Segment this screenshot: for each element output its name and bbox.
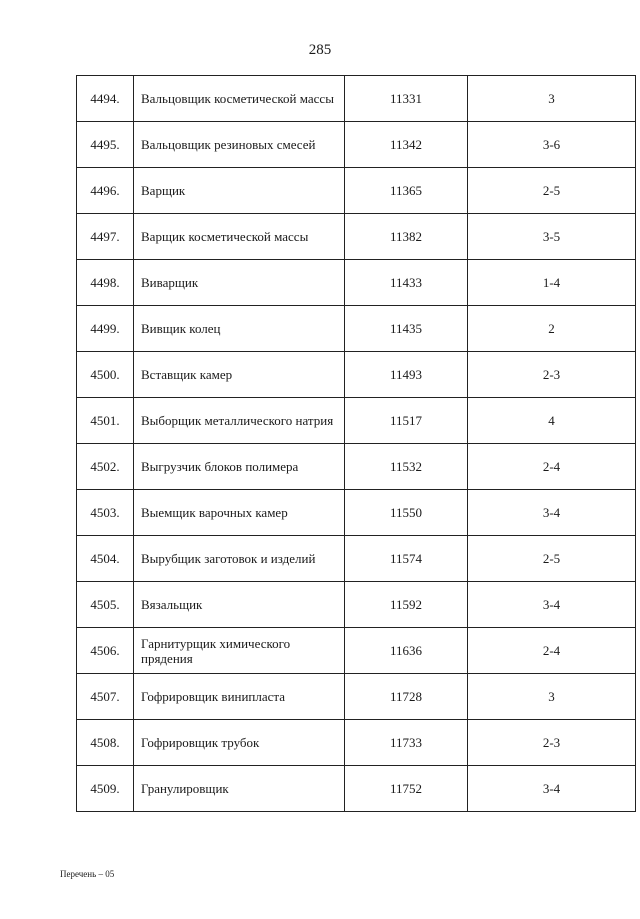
occupation-name: Вырубщик заготовок и изделий [134,536,345,582]
occupation-code: 11382 [345,214,468,260]
occupation-code: 11517 [345,398,468,444]
grade-range: 3-4 [468,582,636,628]
occupation-name: Гофрировщик винипласта [134,674,345,720]
row-number: 4500. [77,352,134,398]
grade-range: 4 [468,398,636,444]
occupation-code: 11574 [345,536,468,582]
occupation-name: Вставщик камер [134,352,345,398]
occupation-code: 11493 [345,352,468,398]
row-number: 4504. [77,536,134,582]
table-row [77,582,636,628]
row-number: 4496. [77,168,134,214]
occupation-name: Варщик [134,168,345,214]
occupation-code: 11728 [345,674,468,720]
table-row [77,720,636,766]
row-number: 4495. [77,122,134,168]
grade-range: 2-5 [468,536,636,582]
occupation-name: Выемщик варочных камер [134,490,345,536]
occupation-name: Гранулировщик [134,766,345,812]
grade-range: 2-4 [468,628,636,674]
row-number: 4505. [77,582,134,628]
occupation-name: Выгрузчик блоков полимера [134,444,345,490]
occupation-code: 11342 [345,122,468,168]
occupation-code: 11636 [345,628,468,674]
row-number: 4509. [77,766,134,812]
table-row [77,490,636,536]
footer-label: Перечень – 05 [60,869,115,879]
occupation-code: 11331 [345,76,468,122]
table-row [77,398,636,444]
grade-range: 3 [468,76,636,122]
occupation-name: Варщик косметической массы [134,214,345,260]
page-number: 285 [308,42,332,58]
occupation-name: Вязальщик [134,582,345,628]
table-row [77,168,636,214]
occupation-code: 11550 [345,490,468,536]
grade-range: 3-6 [468,122,636,168]
occupation-code: 11733 [345,720,468,766]
table-row [77,352,636,398]
grade-range: 2-3 [468,720,636,766]
table-row [77,444,636,490]
table-row [77,766,636,812]
row-number: 4498. [77,260,134,306]
row-number: 4502. [77,444,134,490]
occupation-name: Вальцовщик косметической массы [134,76,345,122]
table-row [77,260,636,306]
grade-range: 3-5 [468,214,636,260]
table-row [77,628,636,674]
grade-range: 2-3 [468,352,636,398]
grade-range: 2 [468,306,636,352]
grade-range: 3-4 [468,490,636,536]
occupation-code: 11433 [345,260,468,306]
occupation-name: Выборщик металлического натрия [134,398,345,444]
row-number: 4507. [77,674,134,720]
row-number: 4501. [77,398,134,444]
occupation-name: Вальцовщик резиновых смесей [134,122,345,168]
occupations-table-body [77,76,636,812]
grade-range: 3 [468,674,636,720]
grade-range: 3-4 [468,766,636,812]
table-row [77,306,636,352]
occupation-code: 11435 [345,306,468,352]
row-number: 4506. [77,628,134,674]
row-number: 4494. [77,76,134,122]
table-row [77,536,636,582]
grade-range: 2-5 [468,168,636,214]
occupation-code: 11365 [345,168,468,214]
occupation-name: Гофрировщик трубок [134,720,345,766]
grade-range: 1-4 [468,260,636,306]
occupation-name: Виварщик [134,260,345,306]
row-number: 4497. [77,214,134,260]
occupation-code: 11592 [345,582,468,628]
occupation-code: 11532 [345,444,468,490]
grade-range: 2-4 [468,444,636,490]
occupation-name: Гарнитурщик химического прядения [134,628,345,674]
table-row [77,122,636,168]
occupation-code: 11752 [345,766,468,812]
occupations-table [76,75,636,812]
table-row [77,214,636,260]
table-row [77,674,636,720]
table-row [77,76,636,122]
row-number: 4503. [77,490,134,536]
occupation-name: Вивщик колец [134,306,345,352]
row-number: 4508. [77,720,134,766]
row-number: 4499. [77,306,134,352]
